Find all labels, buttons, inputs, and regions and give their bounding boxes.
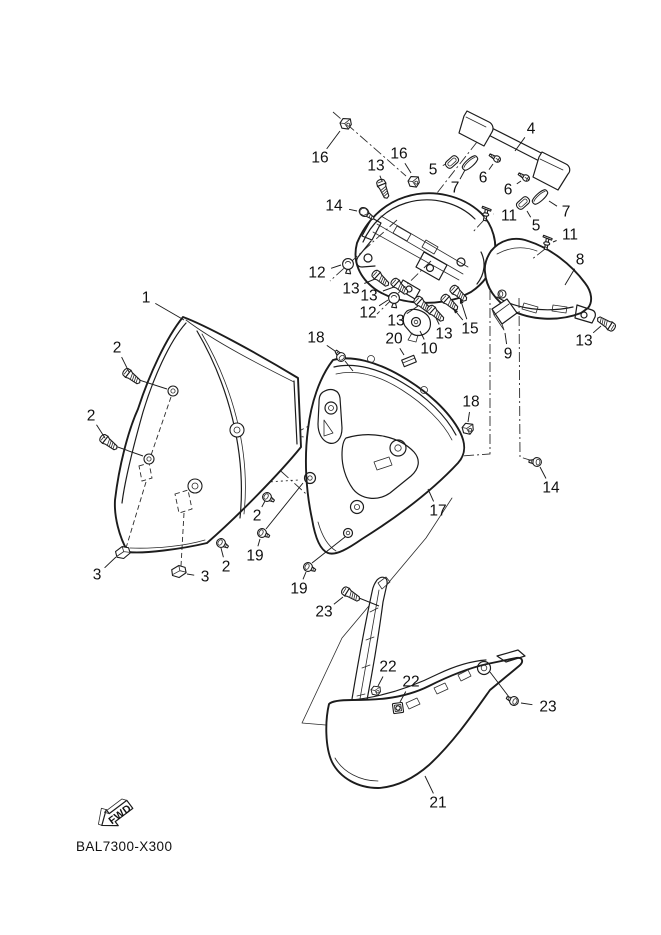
callout-14[interactable] <box>325 198 357 215</box>
leader-line <box>593 326 601 333</box>
callout-19[interactable] <box>246 539 263 565</box>
screw-fastener <box>121 367 142 386</box>
stay-bracket <box>459 111 570 190</box>
callout-18[interactable] <box>307 330 335 352</box>
plate-fastener <box>531 188 550 206</box>
windscreen <box>112 317 301 566</box>
part-number-label[interactable]: 2 <box>252 507 262 525</box>
leader-line <box>334 597 343 604</box>
callout-4[interactable] <box>515 121 536 152</box>
screwbtn-fastener <box>261 491 276 505</box>
callout-21[interactable] <box>425 776 447 812</box>
part-number-label[interactable]: 1 <box>141 289 151 307</box>
callout-13[interactable] <box>367 158 384 182</box>
part-number-label[interactable]: 16 <box>311 149 329 167</box>
damp-fastener <box>515 195 531 210</box>
part-number-label[interactable]: 18 <box>462 393 480 411</box>
part-number-label[interactable]: 3 <box>200 568 210 586</box>
leader-line <box>521 703 532 705</box>
leader-line <box>405 163 411 173</box>
leader-line <box>453 308 463 320</box>
part-number-label[interactable]: 19 <box>290 580 308 598</box>
part-number-label[interactable]: 4 <box>526 120 536 138</box>
callout-16[interactable] <box>311 131 340 167</box>
part-number-label[interactable]: 6 <box>503 181 513 199</box>
screwbtn-fastener <box>529 457 542 467</box>
part-number-label[interactable]: 9 <box>503 345 513 363</box>
callout-9[interactable] <box>504 333 513 363</box>
lower-panel <box>326 650 525 788</box>
drawing-code: BAL7300-X300 <box>76 839 173 854</box>
part-number-label[interactable]: 13 <box>360 287 378 305</box>
callout-20[interactable] <box>385 331 404 356</box>
leader-line <box>527 211 531 217</box>
screwbtn-fastener <box>302 561 317 574</box>
leader-line <box>425 776 433 793</box>
callout-19[interactable] <box>290 572 307 598</box>
callout-17[interactable] <box>428 489 447 520</box>
callout-23[interactable] <box>315 597 343 621</box>
part-number-label[interactable]: 2 <box>221 558 231 576</box>
leader-line <box>428 489 434 501</box>
meter-cover-assembly <box>356 193 496 303</box>
callout-13[interactable] <box>575 326 601 350</box>
leader-line <box>187 574 194 575</box>
cube-fastener <box>407 175 421 189</box>
callout-16[interactable] <box>390 146 411 174</box>
part-number-label[interactable]: 2 <box>86 407 96 425</box>
cube-fastener <box>462 422 475 435</box>
uclip-fastener <box>115 545 131 560</box>
callout-11[interactable] <box>553 227 578 244</box>
leader-line <box>505 333 507 344</box>
leader-line <box>489 164 493 170</box>
callout-11[interactable] <box>493 208 517 225</box>
part-number-label[interactable]: 11 <box>500 207 518 225</box>
screw-fastener <box>376 178 392 200</box>
callout-2[interactable] <box>87 408 105 439</box>
screw6-fastener <box>488 152 502 163</box>
leader-line <box>303 572 306 579</box>
part-number-label[interactable]: 21 <box>429 794 447 812</box>
cube-fastener <box>339 117 353 131</box>
part-number-label[interactable]: 22 <box>379 658 397 676</box>
callout-7[interactable] <box>549 201 570 221</box>
part-number-label[interactable]: 7 <box>561 203 571 221</box>
part-number-label[interactable]: 15 <box>461 320 479 338</box>
part-number-label[interactable]: 23 <box>539 698 557 716</box>
grom-fastener <box>389 293 400 308</box>
ringbig-fastener <box>230 423 244 437</box>
callout-6[interactable] <box>504 181 521 199</box>
leader-line <box>517 181 521 184</box>
fwd-label: FWD <box>106 802 134 828</box>
part-number-label[interactable]: 22 <box>402 673 420 691</box>
leader-line <box>549 201 557 206</box>
part-number-label[interactable]: 20 <box>385 330 403 348</box>
callout-1[interactable] <box>142 290 184 321</box>
callout-5[interactable] <box>429 162 446 179</box>
leader-line <box>460 170 465 179</box>
leader-line <box>327 131 340 149</box>
part-number-label[interactable]: 13 <box>387 312 405 330</box>
callout-5[interactable] <box>527 211 540 235</box>
part-number-label[interactable]: 12 <box>359 304 377 322</box>
plate-fastener <box>461 154 480 172</box>
part-number-label[interactable]: 18 <box>307 329 325 347</box>
screwbtn-fastener <box>215 537 230 551</box>
part-number-label[interactable]: 6 <box>478 169 488 187</box>
part-number-label[interactable]: 12 <box>308 264 326 282</box>
leader-line <box>221 548 223 557</box>
screwbtn-fastener <box>505 694 520 707</box>
part-number-label[interactable]: 14 <box>325 197 343 215</box>
leader-line <box>553 241 557 243</box>
part-number-label[interactable]: 7 <box>450 179 460 197</box>
leader-line <box>155 303 184 320</box>
part-number-label[interactable]: 13 <box>342 280 360 298</box>
screw6-fastener <box>517 171 531 182</box>
callout-3[interactable] <box>187 569 209 586</box>
callout-2[interactable] <box>253 501 265 525</box>
grom-fastener <box>343 259 354 274</box>
callout-23[interactable] <box>521 699 557 716</box>
callout-7[interactable] <box>451 170 465 197</box>
leader-line <box>105 557 116 568</box>
part-number-label[interactable]: 8 <box>575 251 585 269</box>
leader-line <box>262 501 265 507</box>
front-panel <box>305 356 465 554</box>
part-number-label[interactable]: 5 <box>531 217 541 235</box>
ringbig-fastener <box>188 479 202 493</box>
screwhead-fastener <box>498 290 506 298</box>
uclip-fastener <box>171 565 186 578</box>
screw-fastener <box>98 433 119 452</box>
leader-line <box>378 677 383 687</box>
callout-12[interactable] <box>308 265 341 282</box>
part-number-label[interactable]: 2 <box>112 339 122 357</box>
leader-line <box>331 265 341 268</box>
callout-3[interactable] <box>93 557 116 584</box>
screwbtn-fastener <box>256 527 271 540</box>
callout-14[interactable] <box>540 467 560 497</box>
part-number-label[interactable]: 16 <box>390 145 408 163</box>
leader-line <box>349 209 357 211</box>
lock-stay <box>403 309 430 342</box>
part-number-label[interactable]: 3 <box>92 566 102 584</box>
screw-fastener <box>340 585 362 603</box>
part-number-label[interactable]: 13 <box>575 332 593 350</box>
part-number-label[interactable]: 19 <box>246 547 264 565</box>
callout-2[interactable] <box>113 340 129 373</box>
leader-line <box>400 348 404 355</box>
callout-6[interactable] <box>479 164 493 187</box>
callout-15[interactable] <box>453 298 479 338</box>
callout-13[interactable] <box>435 318 452 343</box>
part-number-label[interactable]: 17 <box>429 502 447 520</box>
screw-fastener <box>595 314 617 332</box>
callout-18[interactable] <box>462 394 479 423</box>
part-number-label[interactable]: 5 <box>428 161 438 179</box>
part-number-label[interactable]: 10 <box>420 340 438 358</box>
callout-2[interactable] <box>221 548 230 576</box>
nutsq-fastener <box>392 702 403 713</box>
part-number-label[interactable]: 11 <box>561 226 579 244</box>
ring-fastener <box>144 454 154 464</box>
clipflat-fastener <box>402 355 417 366</box>
part-number-label[interactable]: 13 <box>435 325 453 343</box>
part-number-label[interactable]: 13 <box>367 157 385 175</box>
leader-line <box>540 467 546 479</box>
callout-22[interactable] <box>378 659 397 687</box>
part-number-label[interactable]: 23 <box>315 603 333 621</box>
leader-line <box>468 412 470 422</box>
part-number-label[interactable]: 14 <box>542 479 560 497</box>
fwd-arrow <box>92 793 136 834</box>
leader-line <box>327 345 335 351</box>
ring-fastener <box>168 386 178 396</box>
leader-line <box>258 539 260 546</box>
